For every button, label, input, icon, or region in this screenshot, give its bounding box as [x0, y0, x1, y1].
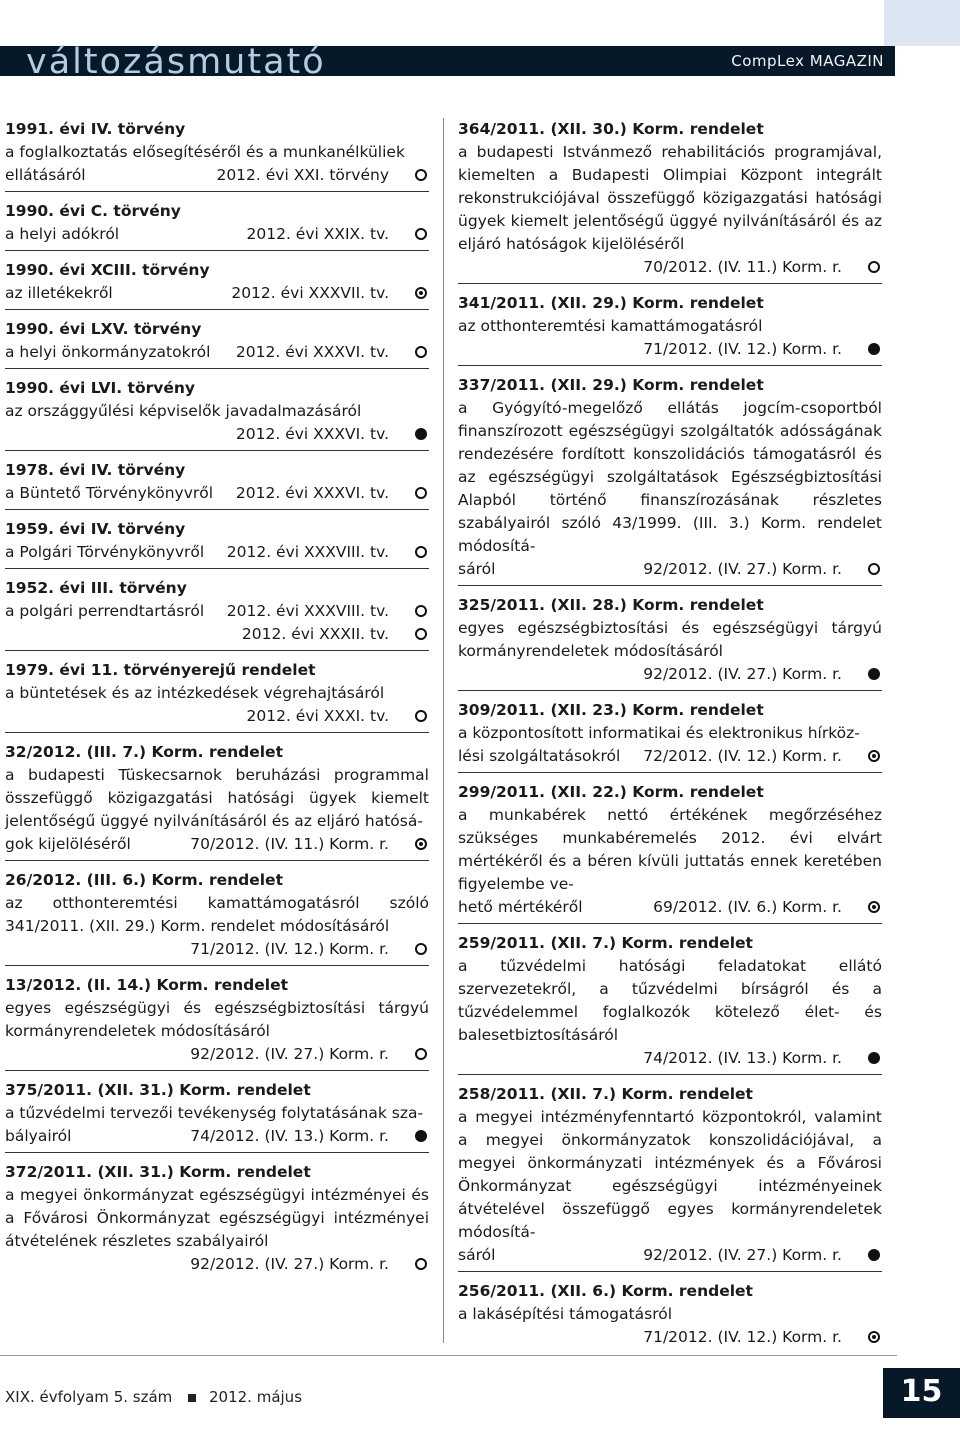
- open-circle-icon: [415, 710, 427, 722]
- law-description: a munkabérek nettó értékének megőrzéséhez szükséges munkabéremelés 2012. évi elvárt mértékéről és a béren kívüli juttatás ennek keretében figyelembe ve-: [458, 806, 882, 893]
- left-column: [5, 118, 429, 1288]
- open-circle-icon: [415, 628, 427, 640]
- law-entry: [5, 974, 429, 1071]
- law-title: 1979. évi 11. törvényerejű rendelet: [5, 661, 316, 679]
- filled-circle-icon: [415, 1130, 427, 1142]
- amending-act: 74/2012. (IV. 13.) Korm. r.: [643, 1049, 842, 1067]
- law-entry: [5, 259, 429, 310]
- amendment-ref: [5, 482, 429, 505]
- description-tail: bályairól: [5, 1127, 72, 1145]
- law-title: 325/2011. (XII. 28.) Korm. rendelet: [458, 596, 764, 614]
- open-circle-icon: [415, 1258, 427, 1270]
- law-title: 1959. évi IV. törvény: [5, 520, 186, 538]
- amending-act: 2012. évi XXXVI. tv.: [235, 425, 389, 443]
- amending-act: 2012. évi XXXVIII. tv.: [226, 602, 389, 620]
- law-entry: [5, 741, 429, 861]
- law-title: 259/2011. (XII. 7.) Korm. rendelet: [458, 934, 753, 952]
- filled-circle-icon: [868, 343, 880, 355]
- filled-circle-icon: [868, 668, 880, 680]
- open-circle-icon: [415, 546, 427, 558]
- law-description: az országgyűlési képviselők javadalmazásáról: [5, 402, 362, 420]
- column-divider: [443, 118, 444, 1343]
- amending-act: 92/2012. (IV. 27.) Korm. r.: [643, 560, 842, 578]
- amendment-ref: [458, 745, 882, 768]
- law-title: 341/2011. (XII. 29.) Korm. rendelet: [458, 294, 764, 312]
- law-description: a lakásépítési támogatásról: [458, 1305, 673, 1323]
- issue-label: XIX. évfolyam 5. szám: [5, 1388, 173, 1406]
- description-tail: sáról: [458, 560, 496, 578]
- law-description: az otthonteremtési kamattámogatásról szóló 341/2011. (XII. 29.) Korm. rendelet módosításáról: [5, 894, 429, 935]
- amending-act: 2012. évi XXI. törvény: [216, 166, 389, 184]
- law-entry: [5, 577, 429, 651]
- law-entry: [458, 594, 882, 691]
- open-circle-icon: [415, 1048, 427, 1060]
- amendment-ref: [5, 938, 429, 961]
- amendment-ref: [458, 256, 882, 279]
- law-description: a tűzvédelmi hatósági feladatokat ellátó szervezetekről, a tűzvédelmi bírságról és a tűzvédelemmel foglalkozók kötelező élet- és balesetbiztosításáról: [458, 957, 882, 1044]
- amending-act: 2012. évi XXXVI. tv.: [235, 343, 389, 361]
- footer-rule: [0, 1355, 897, 1356]
- dotted-circle-icon: [868, 750, 880, 762]
- amendment-ref: [5, 423, 429, 446]
- law-entry: [458, 118, 882, 284]
- filled-circle-icon: [868, 1052, 880, 1064]
- law-description: a budapesti Tüskecsarnok beruházási programmal összefüggő közigazgatási hatósági ügyek kiemelt jelentőségű üggyé nyilvánításáról és az eljáró hatósá-: [5, 766, 429, 830]
- open-circle-icon: [415, 605, 427, 617]
- description-tail: az illetékekről: [5, 284, 113, 302]
- law-description: a büntetések és az intézkedések végrehajtásáról: [5, 684, 385, 702]
- open-circle-icon: [868, 261, 880, 273]
- amending-act: 2012. évi XXXVI. tv.: [235, 484, 389, 502]
- law-entry: [5, 459, 429, 510]
- law-entry: [5, 118, 429, 192]
- law-entry: [458, 1083, 882, 1272]
- amending-act: 71/2012. (IV. 12.) Korm. r.: [643, 1328, 842, 1346]
- open-circle-icon: [415, 169, 427, 181]
- amending-act: 2012. évi XXXVIII. tv.: [226, 543, 389, 561]
- law-description: a megyei önkormányzat egészségügyi intézményei és a Fővárosi Önkormányzat egészségügyi intézményei átvételének részletes szabályairól: [5, 1186, 429, 1250]
- page-header: [0, 42, 895, 82]
- law-title: 1978. évi IV. törvény: [5, 461, 186, 479]
- amending-act: 92/2012. (IV. 27.) Korm. r.: [190, 1255, 389, 1273]
- issue-date: 2012. május: [209, 1388, 303, 1406]
- description-tail: a Büntető Törvénykönyvről: [5, 484, 214, 502]
- law-entry: [5, 869, 429, 966]
- separator-square-icon: [188, 1394, 196, 1402]
- amendment-ref: [458, 896, 882, 919]
- law-description: az otthonteremtési kamattámogatásról: [458, 317, 763, 335]
- amendment-ref: [458, 1326, 882, 1349]
- description-tail: a helyi adókról: [5, 225, 120, 243]
- description-tail: ellátásáról: [5, 166, 86, 184]
- open-circle-icon: [415, 228, 427, 240]
- law-title: 1991. évi IV. törvény: [5, 120, 186, 138]
- description-tail: a polgári perrendtartásról: [5, 602, 205, 620]
- corner-accent: [884, 0, 960, 46]
- amendment-ref: [458, 663, 882, 686]
- amendment-ref: [458, 558, 882, 581]
- law-entry: [458, 932, 882, 1075]
- law-title: 258/2011. (XII. 7.) Korm. rendelet: [458, 1085, 753, 1103]
- law-entry: [5, 518, 429, 569]
- law-description: a megyei intézményfenntartó központokról, valamint a megyei önkormányzatok konszolidációjával, a megyei önkormányzati intézmények és a Fővárosi Önkormányzat egészségügyi intézményeinek átvételével összefüggő egyes kormányrendeletek módosítá-: [458, 1108, 882, 1241]
- amending-act: 2012. évi XXXI. tv.: [246, 707, 389, 725]
- law-description: a Gyógyító-megelőző ellátás jogcím-csoportból finanszírozott egészségügyi szolgáltatók adósságának rendezésére fordított konszolidációs támogatásról és az egészségügyi szolgáltatások Egészségbiztosítási Alapból történő finanszírozásának részletes szabályairól szóló 43/1999. (III. 3.) Korm. rendelet módosítá-: [458, 399, 882, 555]
- amendment-ref: [458, 338, 882, 361]
- law-description: a budapesti Istvánmező rehabilitációs programjával, kiemelten a Budapesti Olimpiai Központ integrált rekonstrukciójával összefüggő közigazgatási hatósági ügyek kiemelt jelentőségű üggyé nyilvánításáról és az eljáró hatóságok kijelöléséről: [458, 143, 882, 253]
- law-title: 1990. évi LXV. törvény: [5, 320, 202, 338]
- amending-act: 70/2012. (IV. 11.) Korm. r.: [190, 835, 389, 853]
- law-title: 1952. évi III. törvény: [5, 579, 187, 597]
- description-tail: a helyi önkormányzatokról: [5, 343, 211, 361]
- law-entry: [5, 318, 429, 369]
- law-entry: [5, 377, 429, 451]
- amending-act: 2012. évi XXXVII. tv.: [231, 284, 389, 302]
- law-description: a foglalkoztatás elősegítéséről és a munkanélküliek: [5, 143, 405, 161]
- amending-act: 92/2012. (IV. 27.) Korm. r.: [643, 1246, 842, 1264]
- amendment-ref: [5, 1125, 429, 1148]
- law-title: 299/2011. (XII. 22.) Korm. rendelet: [458, 783, 764, 801]
- law-title: 256/2011. (XII. 6.) Korm. rendelet: [458, 1282, 753, 1300]
- law-title: 32/2012. (III. 7.) Korm. rendelet: [5, 743, 283, 761]
- amendment-ref: [5, 1253, 429, 1276]
- description-tail: hető mértékéről: [458, 898, 583, 916]
- law-title: 337/2011. (XII. 29.) Korm. rendelet: [458, 376, 764, 394]
- law-entry: [5, 200, 429, 251]
- open-circle-icon: [415, 487, 427, 499]
- law-entry: [458, 292, 882, 366]
- amending-act: 71/2012. (IV. 12.) Korm. r.: [190, 940, 389, 958]
- law-title: 1990. évi C. törvény: [5, 202, 181, 220]
- law-title: 26/2012. (III. 6.) Korm. rendelet: [5, 871, 283, 889]
- law-entry: [458, 1280, 882, 1353]
- amending-act: 2012. évi XXIX. tv.: [246, 225, 389, 243]
- law-entry: [458, 699, 882, 773]
- description-tail: lési szolgáltatásokról: [458, 747, 621, 765]
- amending-act: 71/2012. (IV. 12.) Korm. r.: [643, 340, 842, 358]
- open-circle-icon: [415, 943, 427, 955]
- description-tail: a Polgári Törvénykönyvről: [5, 543, 205, 561]
- amending-act: 72/2012. (IV. 12.) Korm. r.: [643, 747, 842, 765]
- amending-act: 92/2012. (IV. 27.) Korm. r.: [643, 665, 842, 683]
- law-entry: [5, 1079, 429, 1153]
- law-title: 375/2011. (XII. 31.) Korm. rendelet: [5, 1081, 311, 1099]
- open-circle-icon: [868, 563, 880, 575]
- law-title: 1990. évi XCIII. törvény: [5, 261, 210, 279]
- amending-act: 74/2012. (IV. 13.) Korm. r.: [190, 1127, 389, 1145]
- amending-act: 69/2012. (IV. 6.) Korm. r.: [653, 898, 842, 916]
- dotted-circle-icon: [868, 1331, 880, 1343]
- law-description: a tűzvédelmi tervezői tevékenység folytatásának sza-: [5, 1104, 424, 1122]
- law-title: 372/2011. (XII. 31.) Korm. rendelet: [5, 1163, 311, 1181]
- dotted-circle-icon: [868, 901, 880, 913]
- amending-act: 2012. évi XXXII. tv.: [241, 625, 389, 643]
- filled-circle-icon: [868, 1249, 880, 1261]
- amendment-ref: [5, 705, 429, 728]
- filled-circle-icon: [415, 428, 427, 440]
- amendment-ref: [5, 1043, 429, 1066]
- magazine-name: CompLex MAGAZIN: [731, 52, 884, 70]
- law-description: egyes egészségügyi és egészségbiztosítási tárgyú kormányrendeletek módosításáról: [5, 999, 429, 1040]
- law-title: 364/2011. (XII. 30.) Korm. rendelet: [458, 120, 764, 138]
- law-entry: [458, 374, 882, 586]
- description-tail: gok kijelöléséről: [5, 835, 131, 853]
- law-title: 309/2011. (XII. 23.) Korm. rendelet: [458, 701, 764, 719]
- law-title: 1990. évi LVI. törvény: [5, 379, 195, 397]
- amendment-ref: [5, 164, 429, 187]
- law-entry: [5, 659, 429, 733]
- description-tail: sáról: [458, 1246, 496, 1264]
- section-title: változásmutató: [26, 42, 326, 82]
- dotted-circle-icon: [415, 838, 427, 850]
- law-description: egyes egészségbiztosítási és egészségügyi tárgyú kormányrendeletek módosításáról: [458, 619, 882, 660]
- law-title: 13/2012. (II. 14.) Korm. rendelet: [5, 976, 288, 994]
- law-entry: [5, 1161, 429, 1280]
- open-circle-icon: [415, 346, 427, 358]
- amendment-ref: [5, 623, 429, 646]
- amendment-ref: [5, 282, 429, 305]
- law-entry: [458, 781, 882, 924]
- amendment-ref: [5, 541, 429, 564]
- amending-act: 70/2012. (IV. 11.) Korm. r.: [643, 258, 842, 276]
- amending-act: 92/2012. (IV. 27.) Korm. r.: [190, 1045, 389, 1063]
- amendment-ref: [5, 600, 429, 623]
- right-column: [458, 118, 882, 1361]
- law-description: a központosított informatikai és elektronikus hírköz-: [458, 724, 860, 742]
- amendment-ref: [458, 1047, 882, 1070]
- amendment-ref: [5, 223, 429, 246]
- amendment-ref: [5, 341, 429, 364]
- amendment-ref: [5, 833, 429, 856]
- dotted-circle-icon: [415, 287, 427, 299]
- amendment-ref: [458, 1244, 882, 1267]
- page-number: 15: [883, 1368, 960, 1418]
